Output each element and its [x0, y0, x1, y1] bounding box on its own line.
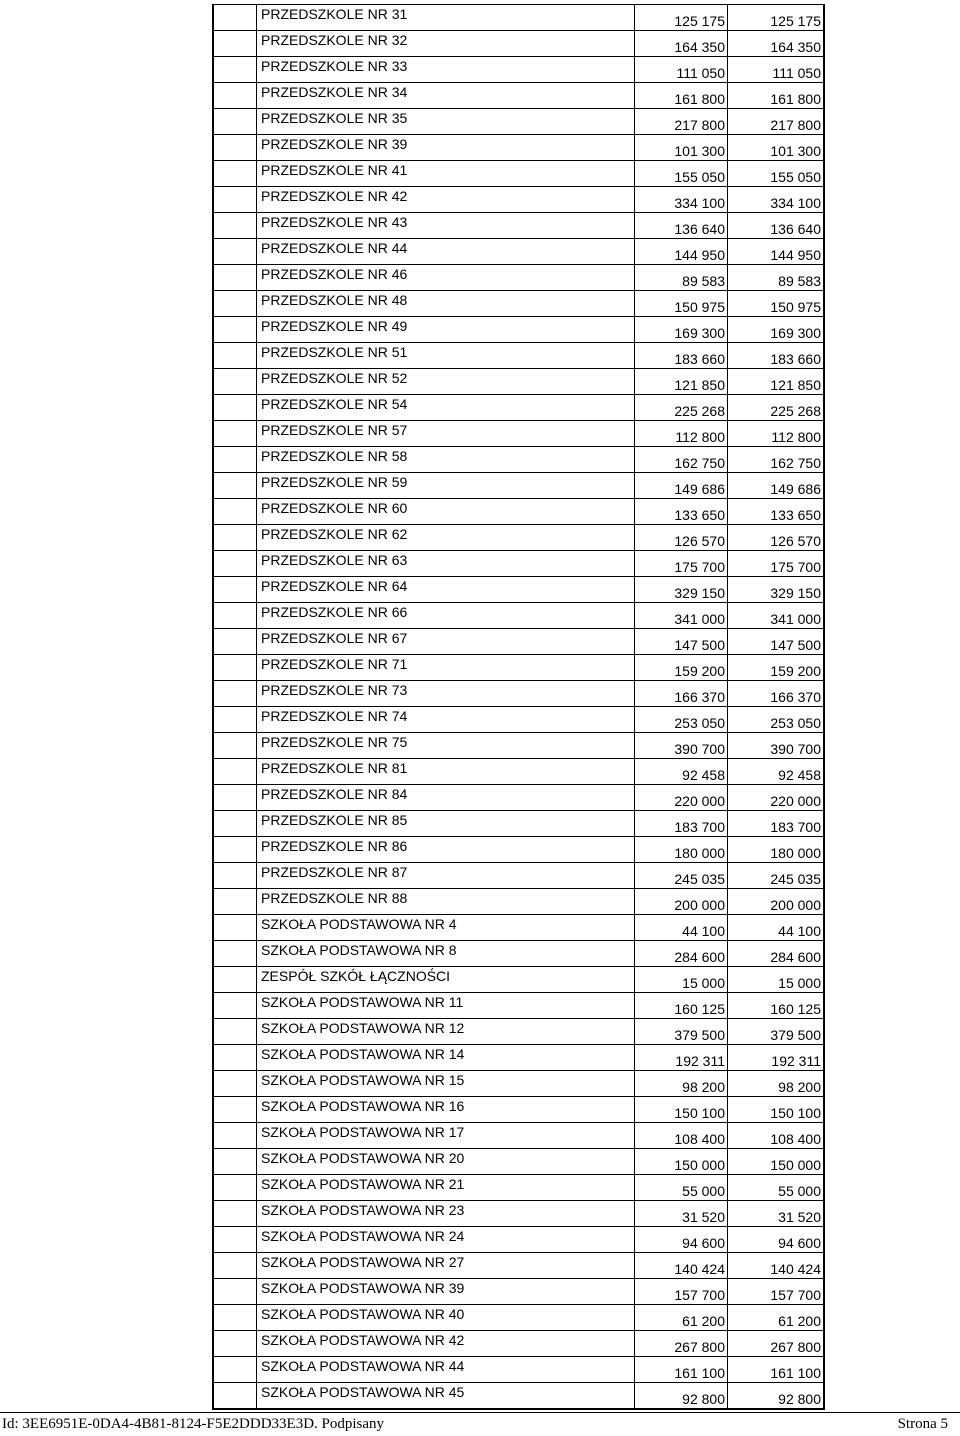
table-row [213, 811, 824, 837]
table-row [213, 1123, 824, 1149]
row-marker-cell [213, 733, 257, 759]
table-row [213, 629, 824, 655]
amount-plan: 245 035 [635, 863, 728, 889]
table-row [213, 1383, 824, 1410]
amount-value: 379 500 [728, 1019, 825, 1045]
amount-plan: 329 150 [635, 577, 728, 603]
row-marker-cell [213, 5, 257, 31]
row-marker-cell [213, 447, 257, 473]
row-marker-cell [213, 213, 257, 239]
amount-plan: 31 520 [635, 1201, 728, 1227]
institution-name: PRZEDSZKOLE NR 73 [257, 681, 635, 707]
table-row [213, 889, 824, 915]
amount-value: 111 050 [728, 57, 825, 83]
amount-plan: 161 800 [635, 83, 728, 109]
row-marker-cell [213, 863, 257, 889]
institution-name: PRZEDSZKOLE NR 62 [257, 525, 635, 551]
amount-value: 150 000 [728, 1149, 825, 1175]
amount-plan: 192 311 [635, 1045, 728, 1071]
institution-name: SZKOŁA PODSTAWOWA NR 40 [257, 1305, 635, 1331]
amount-value: 98 200 [728, 1071, 825, 1097]
institution-name: SZKOŁA PODSTAWOWA NR 45 [257, 1383, 635, 1410]
table-row [213, 1201, 824, 1227]
amount-plan: 121 850 [635, 369, 728, 395]
row-marker-cell [213, 603, 257, 629]
table-row [213, 239, 824, 265]
table-row [213, 395, 824, 421]
institution-name: PRZEDSZKOLE NR 81 [257, 759, 635, 785]
amount-value: 112 800 [728, 421, 825, 447]
row-marker-cell [213, 1383, 257, 1410]
amount-value: 164 350 [728, 31, 825, 57]
institution-name: PRZEDSZKOLE NR 60 [257, 499, 635, 525]
row-marker-cell [213, 317, 257, 343]
amount-plan: 220 000 [635, 785, 728, 811]
table-row [213, 109, 824, 135]
table-row [213, 265, 824, 291]
institution-name: PRZEDSZKOLE NR 31 [257, 5, 635, 31]
amount-value: 44 100 [728, 915, 825, 941]
row-marker-cell [213, 993, 257, 1019]
table-row [213, 57, 824, 83]
amount-value: 147 500 [728, 629, 825, 655]
institution-name: PRZEDSZKOLE NR 87 [257, 863, 635, 889]
amount-value: 144 950 [728, 239, 825, 265]
table-row [213, 785, 824, 811]
page-number: Strona 5 [897, 1416, 948, 1432]
amount-plan: 136 640 [635, 213, 728, 239]
page-footer [0, 1412, 960, 1436]
table-row [213, 733, 824, 759]
institution-name: PRZEDSZKOLE NR 57 [257, 421, 635, 447]
amount-plan: 284 600 [635, 941, 728, 967]
table-row [213, 447, 824, 473]
table-row [213, 551, 824, 577]
amount-value: 15 000 [728, 967, 825, 993]
institution-name: SZKOŁA PODSTAWOWA NR 27 [257, 1253, 635, 1279]
amount-plan: 200 000 [635, 889, 728, 915]
table-row [213, 1019, 824, 1045]
table-row [213, 941, 824, 967]
institution-name: PRZEDSZKOLE NR 58 [257, 447, 635, 473]
table-row [213, 967, 824, 993]
table-row [213, 421, 824, 447]
row-marker-cell [213, 577, 257, 603]
row-marker-cell [213, 525, 257, 551]
amount-plan: 94 600 [635, 1227, 728, 1253]
amount-plan: 98 200 [635, 1071, 728, 1097]
table-row [213, 343, 824, 369]
row-marker-cell [213, 1071, 257, 1097]
row-marker-cell [213, 551, 257, 577]
row-marker-cell [213, 395, 257, 421]
institution-name: SZKOŁA PODSTAWOWA NR 8 [257, 941, 635, 967]
amount-plan: 341 000 [635, 603, 728, 629]
institution-name: SZKOŁA PODSTAWOWA NR 21 [257, 1175, 635, 1201]
table-row [213, 31, 824, 57]
amount-plan: 379 500 [635, 1019, 728, 1045]
institution-name: PRZEDSZKOLE NR 48 [257, 291, 635, 317]
table-row [213, 1279, 824, 1305]
institution-name: SZKOŁA PODSTAWOWA NR 44 [257, 1357, 635, 1383]
institution-name: PRZEDSZKOLE NR 59 [257, 473, 635, 499]
table-row [213, 1357, 824, 1383]
table-row [213, 473, 824, 499]
institution-name: SZKOŁA PODSTAWOWA NR 42 [257, 1331, 635, 1357]
table-row [213, 187, 824, 213]
institution-name: SZKOŁA PODSTAWOWA NR 15 [257, 1071, 635, 1097]
document-id: Id: 3EE6951E-0DA4-4B81-8124-F5E2DDD33E3D. Podpisany [2, 1416, 385, 1432]
institution-name: SZKOŁA PODSTAWOWA NR 39 [257, 1279, 635, 1305]
institution-name: PRZEDSZKOLE NR 85 [257, 811, 635, 837]
institution-name: PRZEDSZKOLE NR 64 [257, 577, 635, 603]
table-row [213, 1175, 824, 1201]
row-marker-cell [213, 1175, 257, 1201]
table-row [213, 1071, 824, 1097]
table-row [213, 681, 824, 707]
amount-value: 89 583 [728, 265, 825, 291]
amount-value: 183 660 [728, 343, 825, 369]
amount-plan: 111 050 [635, 57, 728, 83]
row-marker-cell [213, 109, 257, 135]
amount-plan: 164 350 [635, 31, 728, 57]
row-marker-cell [213, 1227, 257, 1253]
allocation-table [212, 4, 825, 1410]
row-marker-cell [213, 681, 257, 707]
amount-value: 192 311 [728, 1045, 825, 1071]
row-marker-cell [213, 57, 257, 83]
table-row [213, 5, 824, 31]
amount-plan: 61 200 [635, 1305, 728, 1331]
row-marker-cell [213, 629, 257, 655]
table-row [213, 1227, 824, 1253]
amount-plan: 149 686 [635, 473, 728, 499]
amount-plan: 133 650 [635, 499, 728, 525]
row-marker-cell [213, 187, 257, 213]
row-marker-cell [213, 343, 257, 369]
amount-value: 183 700 [728, 811, 825, 837]
institution-name: PRZEDSZKOLE NR 43 [257, 213, 635, 239]
institution-name: PRZEDSZKOLE NR 42 [257, 187, 635, 213]
amount-value: 133 650 [728, 499, 825, 525]
row-marker-cell [213, 889, 257, 915]
amount-value: 121 850 [728, 369, 825, 395]
row-marker-cell [213, 941, 257, 967]
institution-name: SZKOŁA PODSTAWOWA NR 20 [257, 1149, 635, 1175]
row-marker-cell [213, 759, 257, 785]
row-marker-cell [213, 83, 257, 109]
amount-plan: 126 570 [635, 525, 728, 551]
amount-value: 55 000 [728, 1175, 825, 1201]
amount-plan: 390 700 [635, 733, 728, 759]
amount-plan: 55 000 [635, 1175, 728, 1201]
institution-name: SZKOŁA PODSTAWOWA NR 4 [257, 915, 635, 941]
amount-value: 161 800 [728, 83, 825, 109]
table-body [213, 5, 824, 1410]
amount-value: 161 100 [728, 1357, 825, 1383]
amount-plan: 92 458 [635, 759, 728, 785]
table-row [213, 213, 824, 239]
amount-plan: 166 370 [635, 681, 728, 707]
table-row [213, 577, 824, 603]
amount-value: 125 175 [728, 5, 825, 31]
amount-plan: 161 100 [635, 1357, 728, 1383]
amount-plan: 162 750 [635, 447, 728, 473]
amount-plan: 267 800 [635, 1331, 728, 1357]
amount-plan: 159 200 [635, 655, 728, 681]
institution-name: PRZEDSZKOLE NR 44 [257, 239, 635, 265]
amount-plan: 155 050 [635, 161, 728, 187]
amount-plan: 140 424 [635, 1253, 728, 1279]
row-marker-cell [213, 1045, 257, 1071]
amount-value: 267 800 [728, 1331, 825, 1357]
table-row [213, 135, 824, 161]
amount-value: 166 370 [728, 681, 825, 707]
institution-name: PRZEDSZKOLE NR 39 [257, 135, 635, 161]
amount-value: 92 800 [728, 1383, 825, 1410]
amount-plan: 101 300 [635, 135, 728, 161]
amount-value: 92 458 [728, 759, 825, 785]
amount-plan: 180 000 [635, 837, 728, 863]
institution-name: PRZEDSZKOLE NR 84 [257, 785, 635, 811]
amount-value: 217 800 [728, 109, 825, 135]
row-marker-cell [213, 915, 257, 941]
amount-plan: 253 050 [635, 707, 728, 733]
amount-plan: 147 500 [635, 629, 728, 655]
institution-name: PRZEDSZKOLE NR 49 [257, 317, 635, 343]
amount-plan: 334 100 [635, 187, 728, 213]
amount-value: 253 050 [728, 707, 825, 733]
institution-name: PRZEDSZKOLE NR 34 [257, 83, 635, 109]
row-marker-cell [213, 1357, 257, 1383]
table-row [213, 863, 824, 889]
amount-value: 180 000 [728, 837, 825, 863]
table-row [213, 603, 824, 629]
amount-plan: 44 100 [635, 915, 728, 941]
amount-plan: 183 660 [635, 343, 728, 369]
amount-plan: 92 800 [635, 1383, 728, 1410]
amount-value: 160 125 [728, 993, 825, 1019]
institution-name: PRZEDSZKOLE NR 33 [257, 57, 635, 83]
amount-value: 284 600 [728, 941, 825, 967]
table-row [213, 1305, 824, 1331]
row-marker-cell [213, 1305, 257, 1331]
row-marker-cell [213, 785, 257, 811]
table-row [213, 707, 824, 733]
amount-value: 200 000 [728, 889, 825, 915]
table-row [213, 837, 824, 863]
table-row [213, 1149, 824, 1175]
amount-value: 329 150 [728, 577, 825, 603]
institution-name: SZKOŁA PODSTAWOWA NR 23 [257, 1201, 635, 1227]
institution-name: PRZEDSZKOLE NR 52 [257, 369, 635, 395]
row-marker-cell [213, 1253, 257, 1279]
institution-name: PRZEDSZKOLE NR 51 [257, 343, 635, 369]
amount-value: 101 300 [728, 135, 825, 161]
row-marker-cell [213, 473, 257, 499]
table-row [213, 1331, 824, 1357]
amount-plan: 108 400 [635, 1123, 728, 1149]
amount-plan: 150 000 [635, 1149, 728, 1175]
amount-plan: 15 000 [635, 967, 728, 993]
amount-plan: 150 975 [635, 291, 728, 317]
row-marker-cell [213, 1279, 257, 1305]
institution-name: PRZEDSZKOLE NR 71 [257, 655, 635, 681]
amount-value: 150 100 [728, 1097, 825, 1123]
institution-name: PRZEDSZKOLE NR 75 [257, 733, 635, 759]
amount-value: 140 424 [728, 1253, 825, 1279]
institution-name: SZKOŁA PODSTAWOWA NR 14 [257, 1045, 635, 1071]
table-row [213, 759, 824, 785]
row-marker-cell [213, 655, 257, 681]
table-row [213, 369, 824, 395]
amount-plan: 183 700 [635, 811, 728, 837]
row-marker-cell [213, 31, 257, 57]
amount-value: 169 300 [728, 317, 825, 343]
amount-value: 225 268 [728, 395, 825, 421]
row-marker-cell [213, 499, 257, 525]
institution-name: PRZEDSZKOLE NR 63 [257, 551, 635, 577]
table-row [213, 317, 824, 343]
amount-value: 162 750 [728, 447, 825, 473]
institution-name: PRZEDSZKOLE NR 74 [257, 707, 635, 733]
table-row [213, 1097, 824, 1123]
amount-plan: 112 800 [635, 421, 728, 447]
amount-value: 126 570 [728, 525, 825, 551]
amount-value: 159 200 [728, 655, 825, 681]
amount-value: 31 520 [728, 1201, 825, 1227]
row-marker-cell [213, 1019, 257, 1045]
amount-value: 175 700 [728, 551, 825, 577]
table-row [213, 83, 824, 109]
amount-value: 136 640 [728, 213, 825, 239]
institution-name: PRZEDSZKOLE NR 35 [257, 109, 635, 135]
amount-value: 390 700 [728, 733, 825, 759]
table-row [213, 291, 824, 317]
amount-value: 108 400 [728, 1123, 825, 1149]
row-marker-cell [213, 1201, 257, 1227]
table-row [213, 161, 824, 187]
amount-plan: 169 300 [635, 317, 728, 343]
row-marker-cell [213, 1123, 257, 1149]
table-row [213, 993, 824, 1019]
amount-value: 220 000 [728, 785, 825, 811]
institution-name: PRZEDSZKOLE NR 46 [257, 265, 635, 291]
table-row [213, 1253, 824, 1279]
institution-name: PRZEDSZKOLE NR 66 [257, 603, 635, 629]
table-row [213, 525, 824, 551]
row-marker-cell [213, 291, 257, 317]
table-row [213, 1045, 824, 1071]
row-marker-cell [213, 265, 257, 291]
institution-name: PRZEDSZKOLE NR 32 [257, 31, 635, 57]
row-marker-cell [213, 135, 257, 161]
amount-plan: 150 100 [635, 1097, 728, 1123]
amount-plan: 144 950 [635, 239, 728, 265]
amount-value: 155 050 [728, 161, 825, 187]
institution-name: SZKOŁA PODSTAWOWA NR 16 [257, 1097, 635, 1123]
institution-name: SZKOŁA PODSTAWOWA NR 11 [257, 993, 635, 1019]
institution-name: PRZEDSZKOLE NR 41 [257, 161, 635, 187]
amount-plan: 157 700 [635, 1279, 728, 1305]
row-marker-cell [213, 1149, 257, 1175]
amount-plan: 125 175 [635, 5, 728, 31]
institution-name: PRZEDSZKOLE NR 67 [257, 629, 635, 655]
amount-value: 150 975 [728, 291, 825, 317]
amount-plan: 225 268 [635, 395, 728, 421]
amount-value: 245 035 [728, 863, 825, 889]
institution-name: SZKOŁA PODSTAWOWA NR 12 [257, 1019, 635, 1045]
row-marker-cell [213, 811, 257, 837]
institution-name: ZESPÓŁ SZKÓŁ ŁĄCZNOŚCI [257, 967, 635, 993]
row-marker-cell [213, 707, 257, 733]
amount-value: 61 200 [728, 1305, 825, 1331]
row-marker-cell [213, 1331, 257, 1357]
amount-value: 157 700 [728, 1279, 825, 1305]
amount-value: 94 600 [728, 1227, 825, 1253]
institution-name: PRZEDSZKOLE NR 54 [257, 395, 635, 421]
amount-value: 334 100 [728, 187, 825, 213]
amount-plan: 217 800 [635, 109, 728, 135]
row-marker-cell [213, 1097, 257, 1123]
institution-name: PRZEDSZKOLE NR 86 [257, 837, 635, 863]
institution-name: PRZEDSZKOLE NR 88 [257, 889, 635, 915]
amount-plan: 175 700 [635, 551, 728, 577]
row-marker-cell [213, 239, 257, 265]
amount-plan: 89 583 [635, 265, 728, 291]
row-marker-cell [213, 967, 257, 993]
row-marker-cell [213, 421, 257, 447]
amount-value: 341 000 [728, 603, 825, 629]
amount-plan: 160 125 [635, 993, 728, 1019]
table-row [213, 499, 824, 525]
table-row [213, 655, 824, 681]
institution-name: SZKOŁA PODSTAWOWA NR 24 [257, 1227, 635, 1253]
table-row [213, 915, 824, 941]
row-marker-cell [213, 369, 257, 395]
amount-value: 149 686 [728, 473, 825, 499]
row-marker-cell [213, 161, 257, 187]
institution-name: SZKOŁA PODSTAWOWA NR 17 [257, 1123, 635, 1149]
row-marker-cell [213, 837, 257, 863]
